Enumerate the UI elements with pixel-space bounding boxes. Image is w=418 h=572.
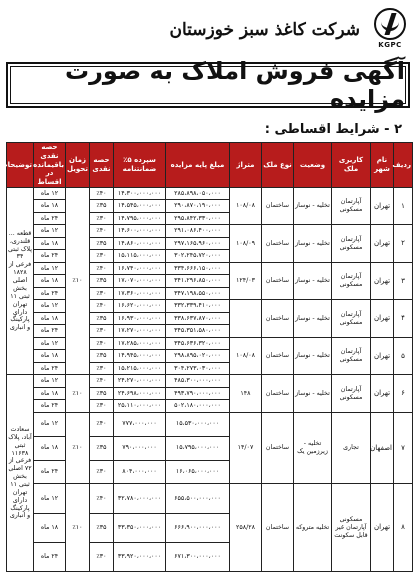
cell-deposit: ۱۷،۳۶۰،۰۰۰،۰۰۰	[114, 287, 166, 300]
cell-radif: ۸	[394, 484, 413, 571]
cell-installments: ۱۲ ماه	[34, 225, 66, 238]
cell-city: تهران	[371, 375, 394, 413]
cell-radif: ۲	[394, 225, 413, 263]
table-body	[7, 187, 413, 571]
header-deposit: سپرده ۵٪ ضمانتنامه	[114, 143, 166, 188]
cell-cash-share: ٪۳۵	[90, 387, 114, 400]
company-logo	[370, 8, 410, 54]
cell-type: ساختمان	[262, 225, 294, 263]
cell-status: تخلیه - نوساز	[294, 225, 332, 263]
cell-status: تخلیه - نوساز	[294, 187, 332, 225]
cell-installments: ۲۴ ماه	[34, 362, 66, 375]
cell-deposit: ۳۲،۷۸۰،۰۰۰،۰۰۰	[114, 484, 166, 513]
cell-radif: ۵	[394, 337, 413, 375]
cell-cash-share: ٪۳۰	[90, 460, 114, 484]
cell-city: تهران	[371, 225, 394, 263]
cell-installments: ۱۲ ماه	[34, 484, 66, 513]
header-cash-share: حصه نقدی	[90, 143, 114, 188]
cell-radif: ۷	[394, 412, 413, 484]
cell-installments: ۲۴ ماه	[34, 542, 66, 571]
cell-city: تهران	[371, 262, 394, 300]
cell-deposit: ۱۶،۶۲۰،۰۰۰،۰۰۰	[114, 300, 166, 313]
cell-base-price: ۱۶،۰۶۵،۰۰۰،۰۰۰	[166, 460, 230, 484]
cell-area: ۱۲۴/۰۳	[230, 262, 262, 300]
cell-installments: ۱۲ ماه	[34, 375, 66, 388]
cell-delivery: ٪۱۰	[66, 412, 90, 484]
cell-installments: ۱۸ ماه	[34, 237, 66, 250]
cell-installments: ۲۴ ماه	[34, 325, 66, 338]
cell-deposit: ۸۰۴،۰۰۰،۰۰۰	[114, 460, 166, 484]
cell-deposit: ۱۵،۲۱۵،۰۰۰،۰۰۰	[114, 362, 166, 375]
cell-deposit: ۱۴،۳۰۰،۰۰۰،۰۰۰	[114, 187, 166, 200]
company-name: شرکت کاغذ سبز خوزستان	[169, 20, 360, 40]
cell-cash-share: ٪۳۵	[90, 513, 114, 542]
cell-cash-share: ٪۴۰	[90, 300, 114, 313]
banner	[6, 57, 410, 113]
cell-use: آپارتمان مسکونی	[332, 187, 371, 225]
cell-cash-share: ٪۴۰	[90, 375, 114, 388]
cell-installments: ۱۸ ماه	[34, 275, 66, 288]
table-row	[7, 412, 413, 436]
cell-type: ساختمان	[262, 375, 294, 413]
cell-type: ساختمان	[262, 300, 294, 338]
cell-delivery: ٪۱۰	[66, 187, 90, 375]
cell-cash-share: ٪۴۰	[90, 412, 114, 436]
cell-use: مسکونی آپارتمان غیر قابل سکونت	[332, 484, 371, 571]
cell-status: تخلیه - نوساز	[294, 262, 332, 300]
cell-city: تهران	[371, 187, 394, 225]
cell-deposit: ۱۷،۲۷۰،۰۰۰،۰۰۰	[114, 325, 166, 338]
cell-cash-share: ٪۳۰	[90, 212, 114, 225]
cell-installments: ۱۸ ماه	[34, 387, 66, 400]
cell-use: آپارتمان مسکونی	[332, 262, 371, 300]
header-city: نام شهر	[371, 143, 394, 188]
cell-cash-share: ٪۳۵	[90, 312, 114, 325]
header	[0, 6, 418, 58]
cell-cash-share: ٪۳۵	[90, 350, 114, 363]
cell-area: ۱۴۸	[230, 375, 262, 413]
cell-base-price: ۲۹۵،۸۴۲،۳۳۰،۰۰۰	[166, 212, 230, 225]
cell-type: ساختمان	[262, 187, 294, 225]
cell-base-price: ۱۵،۵۳۰،۰۰۰،۰۰۰	[166, 412, 230, 436]
cell-notes: سعادت آباد، پلاک ثبتی ۱۱۶۳۸ فرعی از ۷۲ اصلی بخش ثبتی ۱۱ تهران دارای پارکینگ و انباری	[7, 375, 34, 572]
cell-use: آپارتمان مسکونی	[332, 337, 371, 375]
cell-base-price: ۲۹۷،۱۶۵،۹۶۰،۰۰۰	[166, 237, 230, 250]
header-use: کاربری ملک	[332, 143, 371, 188]
cell-cash-share: ٪۴۰	[90, 337, 114, 350]
header-notes: توضیحات	[7, 143, 34, 188]
cell-area: ۱۰۸/۰۹	[230, 225, 262, 263]
cell-base-price: ۲۹۱،۰۸۶،۴۰۰،۰۰۰	[166, 225, 230, 238]
cell-deposit: ۱۶،۹۳۰،۰۰۰،۰۰۰	[114, 312, 166, 325]
cell-type: ساختمان	[262, 337, 294, 375]
cell-base-price: ۳۴۷،۱۹۸،۵۵۰،۰۰۰	[166, 287, 230, 300]
cell-type: ساختمان	[262, 412, 294, 484]
cell-base-price: ۳۳۲،۳۳۹،۴۱۰،۰۰۰	[166, 300, 230, 313]
cell-installments: ۲۴ ماه	[34, 250, 66, 263]
cell-cash-share: ٪۴۰	[90, 225, 114, 238]
logo-text: KGPC	[378, 41, 402, 49]
cell-radif: ۶	[394, 375, 413, 413]
cell-deposit: ۲۴،۶۹۸،۰۰۰،۰۰۰	[114, 387, 166, 400]
cell-deposit: ۱۴،۵۴۵،۰۰۰،۰۰۰	[114, 200, 166, 213]
cell-base-price: ۴۹۳،۷۹۰،۰۰۰،۰۰۰	[166, 387, 230, 400]
header-status: وضعیت	[294, 143, 332, 188]
header-type: نوع ملک	[262, 143, 294, 188]
header-base-price: مبلغ پایه مزایده	[166, 143, 230, 188]
cell-deposit: ۱۴،۹۴۵،۰۰۰،۰۰۰	[114, 350, 166, 363]
cell-base-price: ۲۸۵،۸۹۸،۰۵۰،۰۰۰	[166, 187, 230, 200]
cell-deposit: ۳۳،۳۵۰،۰۰۰،۰۰۰	[114, 513, 166, 542]
cell-city: اصفهان	[371, 412, 394, 484]
cell-base-price: ۶۷۱،۳۰۰،۰۰۰،۰۰۰	[166, 542, 230, 571]
cell-cash-share: ٪۳۵	[90, 275, 114, 288]
cell-installments: ۱۸ ماه	[34, 312, 66, 325]
cell-deposit: ۱۴،۸۶۰،۰۰۰،۰۰۰	[114, 237, 166, 250]
cell-cash-share: ٪۴۰	[90, 484, 114, 513]
cell-cash-share: ٪۳۵	[90, 200, 114, 213]
cell-installments: ۱۸ ماه	[34, 200, 66, 213]
cell-cash-share: ٪۳۰	[90, 542, 114, 571]
cell-cash-share: ٪۴۰	[90, 187, 114, 200]
cell-delivery: ٪۱۰	[66, 375, 90, 413]
cell-cash-share: ٪۳۵	[90, 237, 114, 250]
cell-status: تخلیه متروکه	[294, 484, 332, 571]
cell-installments: ۲۴ ماه	[34, 287, 66, 300]
cell-notes: قطعه ... قلندری، پلاک ثبتی ۳۴ فرعی از ۱۸۲۸ اصلی بخش ثبتی ۱۱ تهران دارای پارکینگ و انباری	[7, 187, 34, 375]
cell-base-price: ۳۰۴،۲۷۳،۰۳۰،۰۰۰	[166, 362, 230, 375]
cell-deposit: ۱۴،۶۰۰،۰۰۰،۰۰۰	[114, 225, 166, 238]
cell-installments: ۱۲ ماه	[34, 262, 66, 275]
auction-table	[0, 142, 413, 572]
table-row	[7, 375, 413, 388]
cell-deposit: ۱۵،۱۱۵،۰۰۰،۰۰۰	[114, 250, 166, 263]
cell-base-price: ۳۳۸،۶۳۷،۸۷۰،۰۰۰	[166, 312, 230, 325]
cell-use: آپارتمان مسکونی	[332, 375, 371, 413]
cell-deposit: ۱۴،۷۹۵،۰۰۰،۰۰۰	[114, 212, 166, 225]
cell-installments: ۱۲ ماه	[34, 300, 66, 313]
header-installments: حصه نقدی باقیمانده در اقساط	[33, 143, 64, 186]
cell-installments: ۱۸ ماه	[34, 436, 66, 460]
cell-status: تخلیه - نوساز	[294, 300, 332, 338]
cell-base-price: ۳۴۱،۲۹۶،۸۵۰،۰۰۰	[166, 275, 230, 288]
cell-base-price: ۵۰۲،۱۸۰،۰۰۰،۰۰۰	[166, 400, 230, 413]
cell-deposit: ۲۴،۲۷۰،۰۰۰،۰۰۰	[114, 375, 166, 388]
cell-base-price: ۶۶۶،۹۰۰،۰۰۰،۰۰۰	[166, 513, 230, 542]
cell-base-price: ۳۴۵،۶۳۶،۳۲۰،۰۰۰	[166, 337, 230, 350]
cell-status: تخلیه - نوساز	[294, 337, 332, 375]
header-area: متراژ	[230, 143, 262, 188]
cell-type: ساختمان	[262, 262, 294, 300]
cell-base-price: ۳۰۲،۲۴۵،۷۲۰،۰۰۰	[166, 250, 230, 263]
logo-mark-icon	[374, 8, 406, 40]
cell-deposit: ۱۶،۷۴۰،۰۰۰،۰۰۰	[114, 262, 166, 275]
cell-city: تهران	[371, 300, 394, 338]
cell-base-price: ۲۹۰،۸۷۰،۱۹۰،۰۰۰	[166, 200, 230, 213]
cell-cash-share: ٪۳۰	[90, 287, 114, 300]
cell-deposit: ۱۷،۰۷۰،۰۰۰،۰۰۰	[114, 275, 166, 288]
cell-area: ۲۵۸/۲۸	[230, 484, 262, 571]
cell-deposit: ۷۷۷،۰۰۰،۰۰۰	[114, 412, 166, 436]
cell-status: تخلیه - نوساز	[294, 375, 332, 413]
cell-installments: ۱۲ ماه	[34, 337, 66, 350]
cell-radif: ۳	[394, 262, 413, 300]
cell-deposit: ۱۷،۲۸۵،۰۰۰،۰۰۰	[114, 337, 166, 350]
cell-area: ۱۴/۰۷	[230, 412, 262, 484]
cell-radif: ۱	[394, 187, 413, 225]
cell-cash-share: ٪۴۰	[90, 262, 114, 275]
header-delivery: زمان تحویل	[66, 143, 90, 188]
cell-use: آپارتمان مسکونی	[332, 225, 371, 263]
cell-installments: ۱۲ ماه	[34, 412, 66, 436]
cell-installments: ۲۴ ماه	[34, 212, 66, 225]
cell-base-price: ۳۴۵،۳۵۱،۵۸۰،۰۰۰	[166, 325, 230, 338]
banner-title: آگهی فروش املاک به صورت مزایده	[10, 66, 406, 104]
cell-installments: ۲۴ ماه	[34, 460, 66, 484]
cell-cash-share: ٪۳۰	[90, 362, 114, 375]
cell-deposit: ۳۳،۹۲۰،۰۰۰،۰۰۰	[114, 542, 166, 571]
cell-status: تخلیه - زیرزمین یک	[294, 412, 332, 484]
cell-area	[230, 300, 262, 338]
cell-cash-share: ٪۳۰	[90, 325, 114, 338]
cell-base-price: ۶۵۵،۵۰۰،۰۰۰،۰۰۰	[166, 484, 230, 513]
cell-use: تجاری	[332, 412, 371, 484]
cell-city: تهران	[371, 484, 394, 571]
cell-base-price: ۱۵،۷۹۵،۰۰۰،۰۰۰	[166, 436, 230, 460]
cell-cash-share: ٪۳۵	[90, 436, 114, 460]
section-title: ۲ - شرایط اقساطی :	[264, 122, 402, 137]
cell-use: آپارتمان مسکونی	[332, 300, 371, 338]
cell-installments: ۱۸ ماه	[34, 350, 66, 363]
cell-base-price: ۲۹۸،۸۹۵،۰۲۰،۰۰۰	[166, 350, 230, 363]
header-radif: ردیف	[394, 143, 413, 188]
cell-installments: ۱۲ ماه	[34, 187, 66, 200]
cell-delivery: ٪۱۰	[66, 484, 90, 571]
cell-city: تهران	[371, 337, 394, 375]
cell-installments: ۱۸ ماه	[34, 513, 66, 542]
cell-base-price: ۳۳۴،۶۶۶،۱۵۰،۰۰۰	[166, 262, 230, 275]
table-header-row	[7, 143, 413, 188]
cell-cash-share: ٪۳۰	[90, 250, 114, 263]
cell-cash-share: ٪۳۰	[90, 400, 114, 413]
cell-area: ۱۰۸/۰۸	[230, 187, 262, 225]
cell-radif: ۴	[394, 300, 413, 338]
cell-type: ساختمان	[262, 484, 294, 571]
cell-base-price: ۴۸۵،۳۰۰،۰۰۰،۰۰۰	[166, 375, 230, 388]
cell-deposit: ۷۹۰،۰۰۰،۰۰۰	[114, 436, 166, 460]
cell-installments: ۲۴ ماه	[34, 400, 66, 413]
table-row	[7, 484, 413, 513]
cell-area: ۱۰۸/۰۸	[230, 337, 262, 375]
table-row	[7, 187, 413, 200]
cell-deposit: ۲۵،۱۱۰،۰۰۰،۰۰۰	[114, 400, 166, 413]
